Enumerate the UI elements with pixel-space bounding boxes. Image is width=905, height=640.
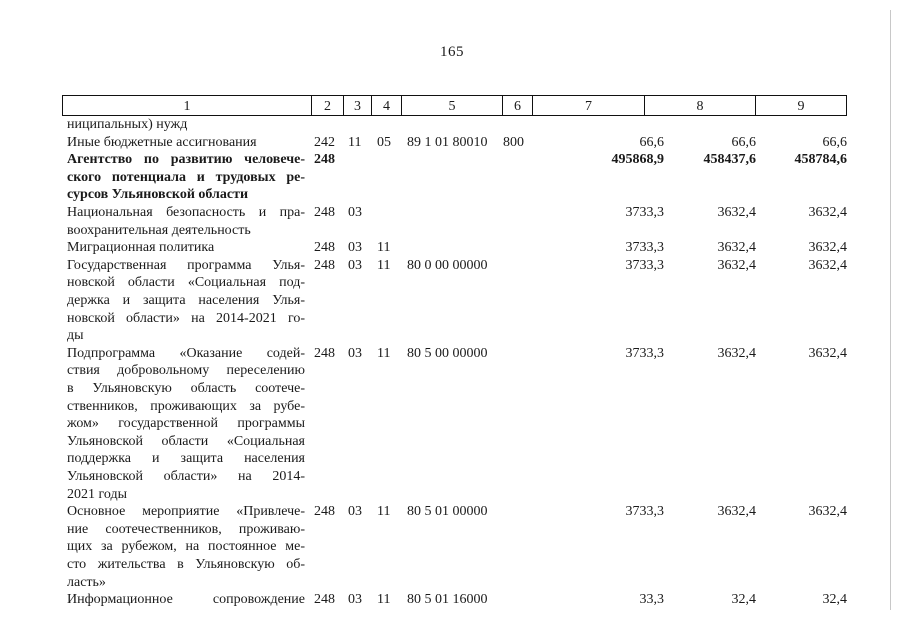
row-code-admin: 248	[314, 205, 335, 220]
row-value-9: 3632,4	[808, 504, 847, 520]
row-value-8: 458437,6	[703, 152, 756, 168]
row-value-8: 66,6	[731, 134, 756, 150]
row-value-9: 3632,4	[808, 205, 847, 220]
row-name-line: поддержка и защита населения	[67, 451, 305, 467]
row-name-line: Государственная программа Улья-	[67, 257, 305, 273]
row-name-line: ствия добровольному переселению	[67, 363, 305, 379]
row-name-line: воохранительная деятельность	[67, 222, 251, 238]
row-name	[67, 134, 305, 152]
row-name	[67, 151, 305, 204]
row-code-admin: 242	[314, 134, 335, 150]
row-value-7: 3733,3	[625, 205, 664, 220]
header-col-4: 4	[371, 96, 401, 115]
row-code-target: 80 5 01 16000	[407, 592, 488, 608]
row-value-7: 3733,3	[625, 257, 664, 273]
row-name-line: Основное мероприятие «Привлече-	[67, 504, 305, 520]
header-col-3: 3	[343, 96, 371, 115]
row-code-subsection: 11	[377, 504, 391, 520]
row-value-8: 3632,4	[717, 257, 756, 273]
header-col-2: 2	[311, 96, 343, 115]
header-col-7: 7	[532, 96, 644, 115]
row-name-line: в Ульяновскую область соотече-	[67, 380, 305, 396]
row-name-line: ниципальных) нужд	[67, 117, 188, 132]
row-code-admin: 248	[314, 152, 335, 168]
row-name-line: 2021 годы	[67, 486, 128, 502]
row-name-line: Ульяновской области «Социальная	[67, 433, 305, 449]
row-code-section: 03	[348, 345, 362, 361]
row-code-section: 03	[348, 592, 362, 608]
row-code-target: 80 0 00 00000	[407, 257, 488, 273]
row-code-section: 03	[348, 504, 362, 520]
row-value-9: 3632,4	[808, 240, 847, 256]
row-value-9: 3632,4	[808, 257, 847, 273]
row-name-line: Информационное сопровождение	[67, 592, 305, 608]
row-code-expense: 800	[503, 134, 524, 150]
row-value-9: 458784,6	[794, 152, 847, 168]
row-name	[67, 204, 305, 239]
row-code-target: 89 1 01 80010	[407, 134, 488, 150]
row-name	[67, 345, 305, 503]
row-name-line: ласть»	[67, 574, 106, 590]
row-code-admin: 248	[314, 240, 335, 256]
row-value-8: 3632,4	[717, 345, 756, 361]
row-name-line: Подпрограмма «Оказание содей-	[67, 345, 305, 361]
row-name	[67, 257, 305, 345]
row-code-admin: 248	[314, 504, 335, 520]
row-code-target: 80 5 01 00000	[407, 504, 488, 520]
row-value-8: 3632,4	[717, 504, 756, 520]
row-name-line: ды	[67, 328, 84, 344]
row-name-line: Миграционная политика	[67, 240, 215, 256]
row-name-line: держка и защита населения Улья-	[67, 292, 305, 308]
row-code-subsection: 11	[377, 592, 391, 608]
row-name	[67, 239, 305, 257]
header-col-6: 6	[502, 96, 532, 115]
row-name-line: Ульяновской области» на 2014-	[67, 468, 305, 484]
row-value-8: 32,4	[731, 592, 756, 608]
row-name-line: новской области «Социальная под-	[67, 275, 305, 291]
row-name-line: ние соотечественников, проживаю-	[67, 521, 305, 537]
row-code-admin: 248	[314, 257, 335, 273]
row-code-admin: 248	[314, 345, 335, 361]
row-code-target: 80 5 00 00000	[407, 345, 488, 361]
row-name-line: Агентство по развитию человече-	[67, 152, 305, 168]
row-name-line: новской области» на 2014-2021 го-	[67, 310, 305, 326]
scan-edge-line	[890, 10, 891, 610]
row-name	[67, 503, 305, 591]
row-name-line: сто жительства в Ульяновскую об-	[67, 556, 305, 572]
row-code-section: 11	[348, 134, 362, 150]
row-value-8: 3632,4	[717, 240, 756, 256]
row-code-subsection: 05	[377, 134, 391, 150]
row-value-7: 3733,3	[625, 240, 664, 256]
row-code-section: 03	[348, 240, 362, 256]
row-name	[67, 116, 305, 134]
row-name-line: сурсов Ульяновской области	[67, 187, 249, 203]
row-name-line: ского потенциала и трудовых ре-	[67, 169, 305, 185]
row-code-section: 03	[348, 257, 362, 273]
page-number: 165	[440, 44, 464, 60]
header-col-9: 9	[755, 96, 846, 115]
row-value-7: 33,3	[639, 592, 664, 608]
row-name-line: щих за рубежом, на постоянное ме-	[67, 539, 305, 555]
row-value-7: 66,6	[639, 134, 664, 150]
header-col-1: 1	[183, 99, 191, 114]
row-code-subsection: 11	[377, 240, 391, 256]
row-value-7: 3733,3	[625, 504, 664, 520]
row-value-7: 3733,3	[625, 345, 664, 361]
row-code-section: 03	[348, 205, 362, 220]
row-value-7: 495868,9	[611, 152, 664, 168]
row-name-line: ственников, проживающих за рубе-	[67, 398, 305, 414]
row-name-line: жом» государственной программы	[67, 416, 305, 432]
row-code-admin: 248	[314, 592, 335, 608]
row-name-line: Национальная безопасность и пра-	[67, 205, 305, 220]
row-name-line: Иные бюджетные ассигнования	[67, 134, 257, 150]
row-code-subsection: 11	[377, 257, 391, 273]
table-header-row	[62, 95, 847, 116]
row-value-9: 3632,4	[808, 345, 847, 361]
row-value-8: 3632,4	[717, 205, 756, 220]
row-code-subsection: 11	[377, 345, 391, 361]
row-value-9: 32,4	[822, 592, 847, 608]
row-value-9: 66,6	[822, 134, 847, 150]
header-col-8: 8	[644, 96, 755, 115]
header-col-5: 5	[401, 96, 502, 115]
row-name	[67, 591, 305, 609]
